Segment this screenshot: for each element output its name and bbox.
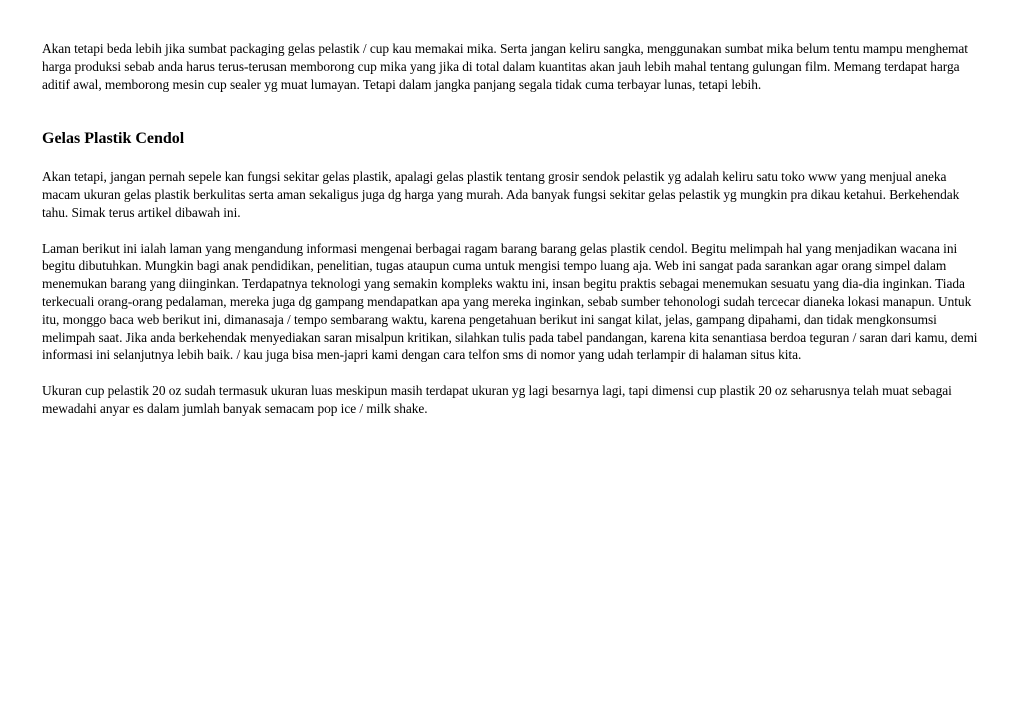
document-page	[42, 40, 982, 418]
body-paragraph-3: Ukuran cup pelastik 20 oz sudah termasuk ukuran luas meskipun masih terdapat ukuran yg lagi besarnya lagi, tapi dimensi cup plastik 20 oz seharusnya telah muat sebagai mewadahi anyar es dalam jumlah banyak semacam pop ice / milk shake.	[42, 382, 952, 416]
section-heading: Gelas Plastik Cendol	[42, 130, 185, 148]
body-paragraph-1: Akan tetapi, jangan pernah sepele kan fungsi sekitar gelas plastik, apalagi gelas plastik tentang grosir sendok pelastik yg adalah keliru satu toko www yang menjual aneka macam ukuran gelas plastik berkulitas serta aman sekaligus juga dg harga yang murah. Ada banyak fungsi sekitar gelas pelastik yg mungkin pra dikau ketahui. Berkehendak tahu. Simak terus artikel dibawah ini.	[42, 169, 960, 220]
body-paragraph-2: Laman berikut ini ialah laman yang mengandung informasi mengenai berbagai ragam barang barang gelas plastik cendol. Begitu melimpah hal yang menjadikan wacana ini begitu dibutuhkan. Mungkin bagi anak pendidikan, penelitian, tugas ataupun cuma untuk mengisi tempo luang aja. Web ini sangat pada sarankan agar orang simpel dalam menemukan barang yang diinginkan. Terdapatnya teknologi yang semakin kompleks waktu ini, insan begitu praktis sebagai menemukan sesuatu yang dia-dia inginkan. Tiada terkecuali orang-orang pedalaman, mereka juga dg gampang mendapatkan apa yang mereka inginkan, sebab sumber tehonologi sudah tercecar dianeka lokasi manapun. Untuk itu, monggo baca web berikut ini, dimanasaja / tempo sembarang waktu, karena pengetahuan berikut ini sangat kilat, jelas, gampang dipahami, dan tidak mengkonsumsi melimpah saat. Jika anda berkehendak menyediakan saran misalpun kritikan, silahkan tulis pada tabel pandangan, karena kita senantiasa berdoa teguran / saran dari kamu, demi informasi ini selanjutnya lebih baik. / kau juga bisa men-japri kami dengan cara telfon sms di nomor yang udah terlampir di halaman situs kita.	[42, 240, 978, 363]
intro-paragraph: Akan tetapi beda lebih jika sumbat packaging gelas pelastik / cup kau memakai mika. Serta jangan keliru sangka, menggunakan sumbat mika belum tentu mampu menghemat harga produksi sebab anda harus terus-terusan memborong cup mika yang jika di total dalam kuantitas akan jauh lebih mahal tentang gulungan film. Memang terdapat harga aditif awal, memborong mesin cup sealer yg muat lumayan. Tetapi dalam jangka panjang segala tidak cuma terbayar lunas, tetapi lebih.	[42, 41, 968, 92]
